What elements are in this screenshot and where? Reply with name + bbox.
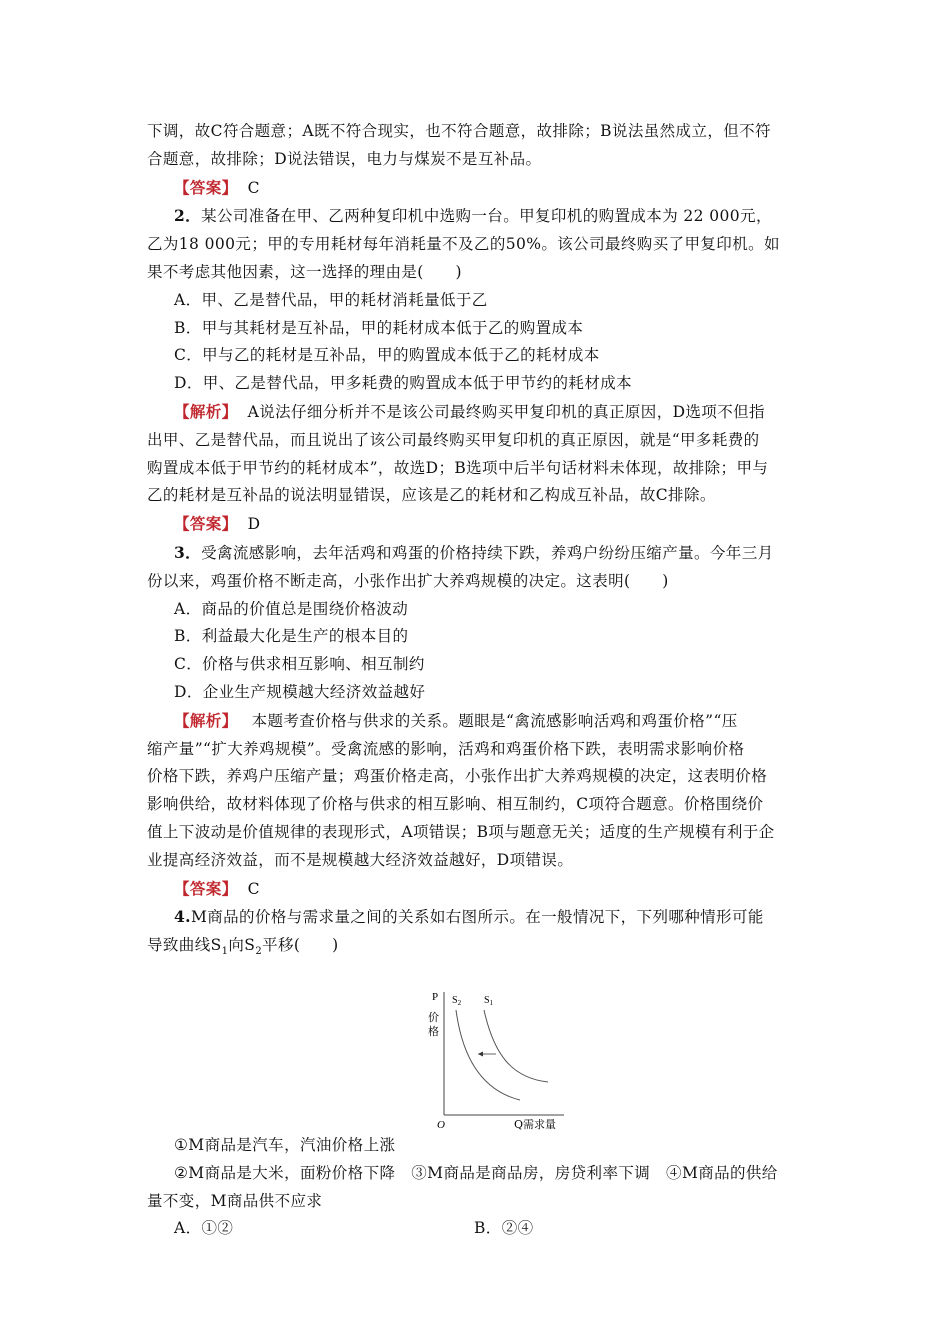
y-label-1: 价 [428, 1011, 439, 1024]
q3-analysis-line: 业提高经济效益，而不是规模越大经济效益越好，D项错误。 [147, 850, 574, 869]
q4-choice-b: B．②④ [474, 1219, 534, 1238]
analysis-text: A说法仔细分析并不是该公司最终购买甲复印机的真正原因，D选项不但指 [247, 402, 765, 421]
q1-answer [147, 174, 810, 203]
analysis-tag: 【解析】 [174, 401, 238, 421]
s2-curve [456, 1010, 520, 1100]
q3-analysis [147, 707, 810, 736]
q4-items-line: ②M商品是大米，面粉价格下降 ③M商品是商品房，房贷利率下调 ④M商品的供给 [174, 1163, 778, 1182]
q2-analysis-line: 乙的耗材是互补品的说法明显错误，应该是乙的耗材和乙构成互补品，故C排除。 [147, 486, 716, 505]
q2-option-c: C．甲与乙的耗材是互补品，甲的购置成本低于乙的耗材成本 [174, 346, 600, 365]
q4-stem [147, 903, 810, 932]
q4-stem-text: M商品的价格与需求量之间的关系如右图所示。在一般情况下，下列哪种情形可能 [190, 908, 764, 927]
q3-analysis-line: 影响供给，故材料体现了价格与供求的相互影响、相互制约，C项符合题意。价格围绕价 [147, 795, 764, 814]
q3-analysis-line: 价格下跌，养鸡户压缩产量；鸡蛋价格走高，小张作出扩大养鸡规模的决定，这表明价格 [147, 767, 768, 786]
q4-choices [147, 1215, 810, 1243]
origin-label: O [437, 1119, 445, 1130]
demand-curve-figure [147, 970, 810, 1130]
q3-option-d: D．企业生产规模越大经济效益越好 [174, 682, 426, 701]
q2-stem-line: 果不考虑其他因素，这一选择的理由是( ) [147, 262, 462, 281]
document-page [147, 118, 810, 1243]
q3-stem-line: 份以来，鸡蛋价格不断走高，小张作出扩大养鸡规模的决定。这表明( ) [147, 571, 669, 590]
q2-option-b: B．甲与其耗材是互补品，甲的耗材成本低于乙的购置成本 [174, 318, 584, 337]
s2-label: $S_2$ [452, 995, 462, 1007]
answer-value: C [247, 178, 260, 197]
y-label-2: 格 [428, 1025, 439, 1038]
q3-option-a: A．商品的价值总是围绕价格波动 [174, 599, 409, 618]
q4-choice-a: A．①② [174, 1219, 234, 1238]
q3-answer [147, 875, 810, 904]
q3-option-b: B．利益最大化是生产的根本目的 [174, 627, 409, 646]
q3-analysis-line: 值上下波动是价值规律的表现形式，A项错误；B项与题意无关；适度的生产规模有利于企 [147, 822, 775, 841]
q-axis-label: Q需求量 [514, 1118, 557, 1130]
arrow-head-icon [478, 1052, 483, 1057]
answer-tag: 【答案】 [174, 177, 238, 197]
question-number: 2． [174, 206, 202, 226]
q2-option-d: D．甲、乙是替代品，甲多耗费的购置成本低于甲节约的耗材成本 [174, 374, 633, 393]
question-number: 3． [174, 542, 202, 562]
answer-tag: 【答案】 [174, 878, 238, 898]
q4-item-1: ①M商品是汽车，汽油价格上涨 [174, 1136, 396, 1154]
q2-stem [147, 202, 810, 231]
s1-curve [484, 1010, 548, 1082]
s1-label: $S_1$ [484, 995, 494, 1007]
q3-option-c: C．价格与供求相互影响、相互制约 [174, 655, 425, 674]
subscript: 2 [255, 946, 263, 958]
q3-stem-text: 受禽流感影响，去年活鸡和鸡蛋的价格持续下跌，养鸡户纷纷压缩产量。今年三月 [201, 543, 774, 562]
question-number: 4. [174, 907, 191, 927]
q4-stem-part: 平移( ) [262, 936, 339, 955]
intro-line: 下调，故C符合题意；A既不符合现实，也不符合题意，故排除；B说法虽然成立，但不符 [147, 122, 771, 140]
q2-analysis [147, 398, 810, 427]
q2-option-a: A．甲、乙是替代品，甲的耗材消耗量低于乙 [174, 290, 488, 309]
q2-analysis-line: 购置成本低于甲节约的耗材成本”，故选D；B选项中后半句话材料未体现，故排除；甲与 [147, 458, 769, 477]
demand-curve-svg [412, 970, 572, 1130]
analysis-text: 本题考查价格与供求的关系。题眼是“禽流感影响活鸡和鸡蛋价格”“压 [251, 711, 738, 730]
q2-stem-text: 某公司准备在甲、乙两种复印机中选购一台。甲复印机的购置成本为 22 000元， [201, 207, 772, 226]
analysis-tag: 【解析】 [174, 710, 238, 730]
q4-items-line: 量不变，M商品供不应求 [147, 1191, 323, 1210]
q4-stem-part: 导致曲线S [147, 936, 222, 955]
p-label: P [432, 991, 439, 1003]
answer-value: D [247, 515, 261, 534]
q4-stem-part: 向S [228, 936, 256, 955]
q3-analysis-line: 缩产量”“扩大养鸡规模”。受禽流感的影响，活鸡和鸡蛋价格下跌，表明需求影响价格 [147, 739, 745, 758]
answer-tag: 【答案】 [174, 514, 238, 534]
intro-line: 合题意，故排除；D说法错误，电力与煤炭不是互补品。 [147, 149, 542, 168]
q4-stem-line [147, 932, 810, 966]
q2-answer [147, 510, 810, 539]
answer-value: C [247, 879, 260, 898]
q2-stem-line: 乙为18 000元；甲的专用耗材每年消耗量不及乙的50%。该公司最终购买了甲复印机。如 [147, 235, 780, 254]
q3-stem [147, 539, 810, 568]
subscript: 1 [221, 946, 229, 958]
q2-analysis-line: 出甲、乙是替代品，而且说出了该公司最终购买甲复印机的真正原因，就是“甲多耗费的 [147, 430, 760, 449]
